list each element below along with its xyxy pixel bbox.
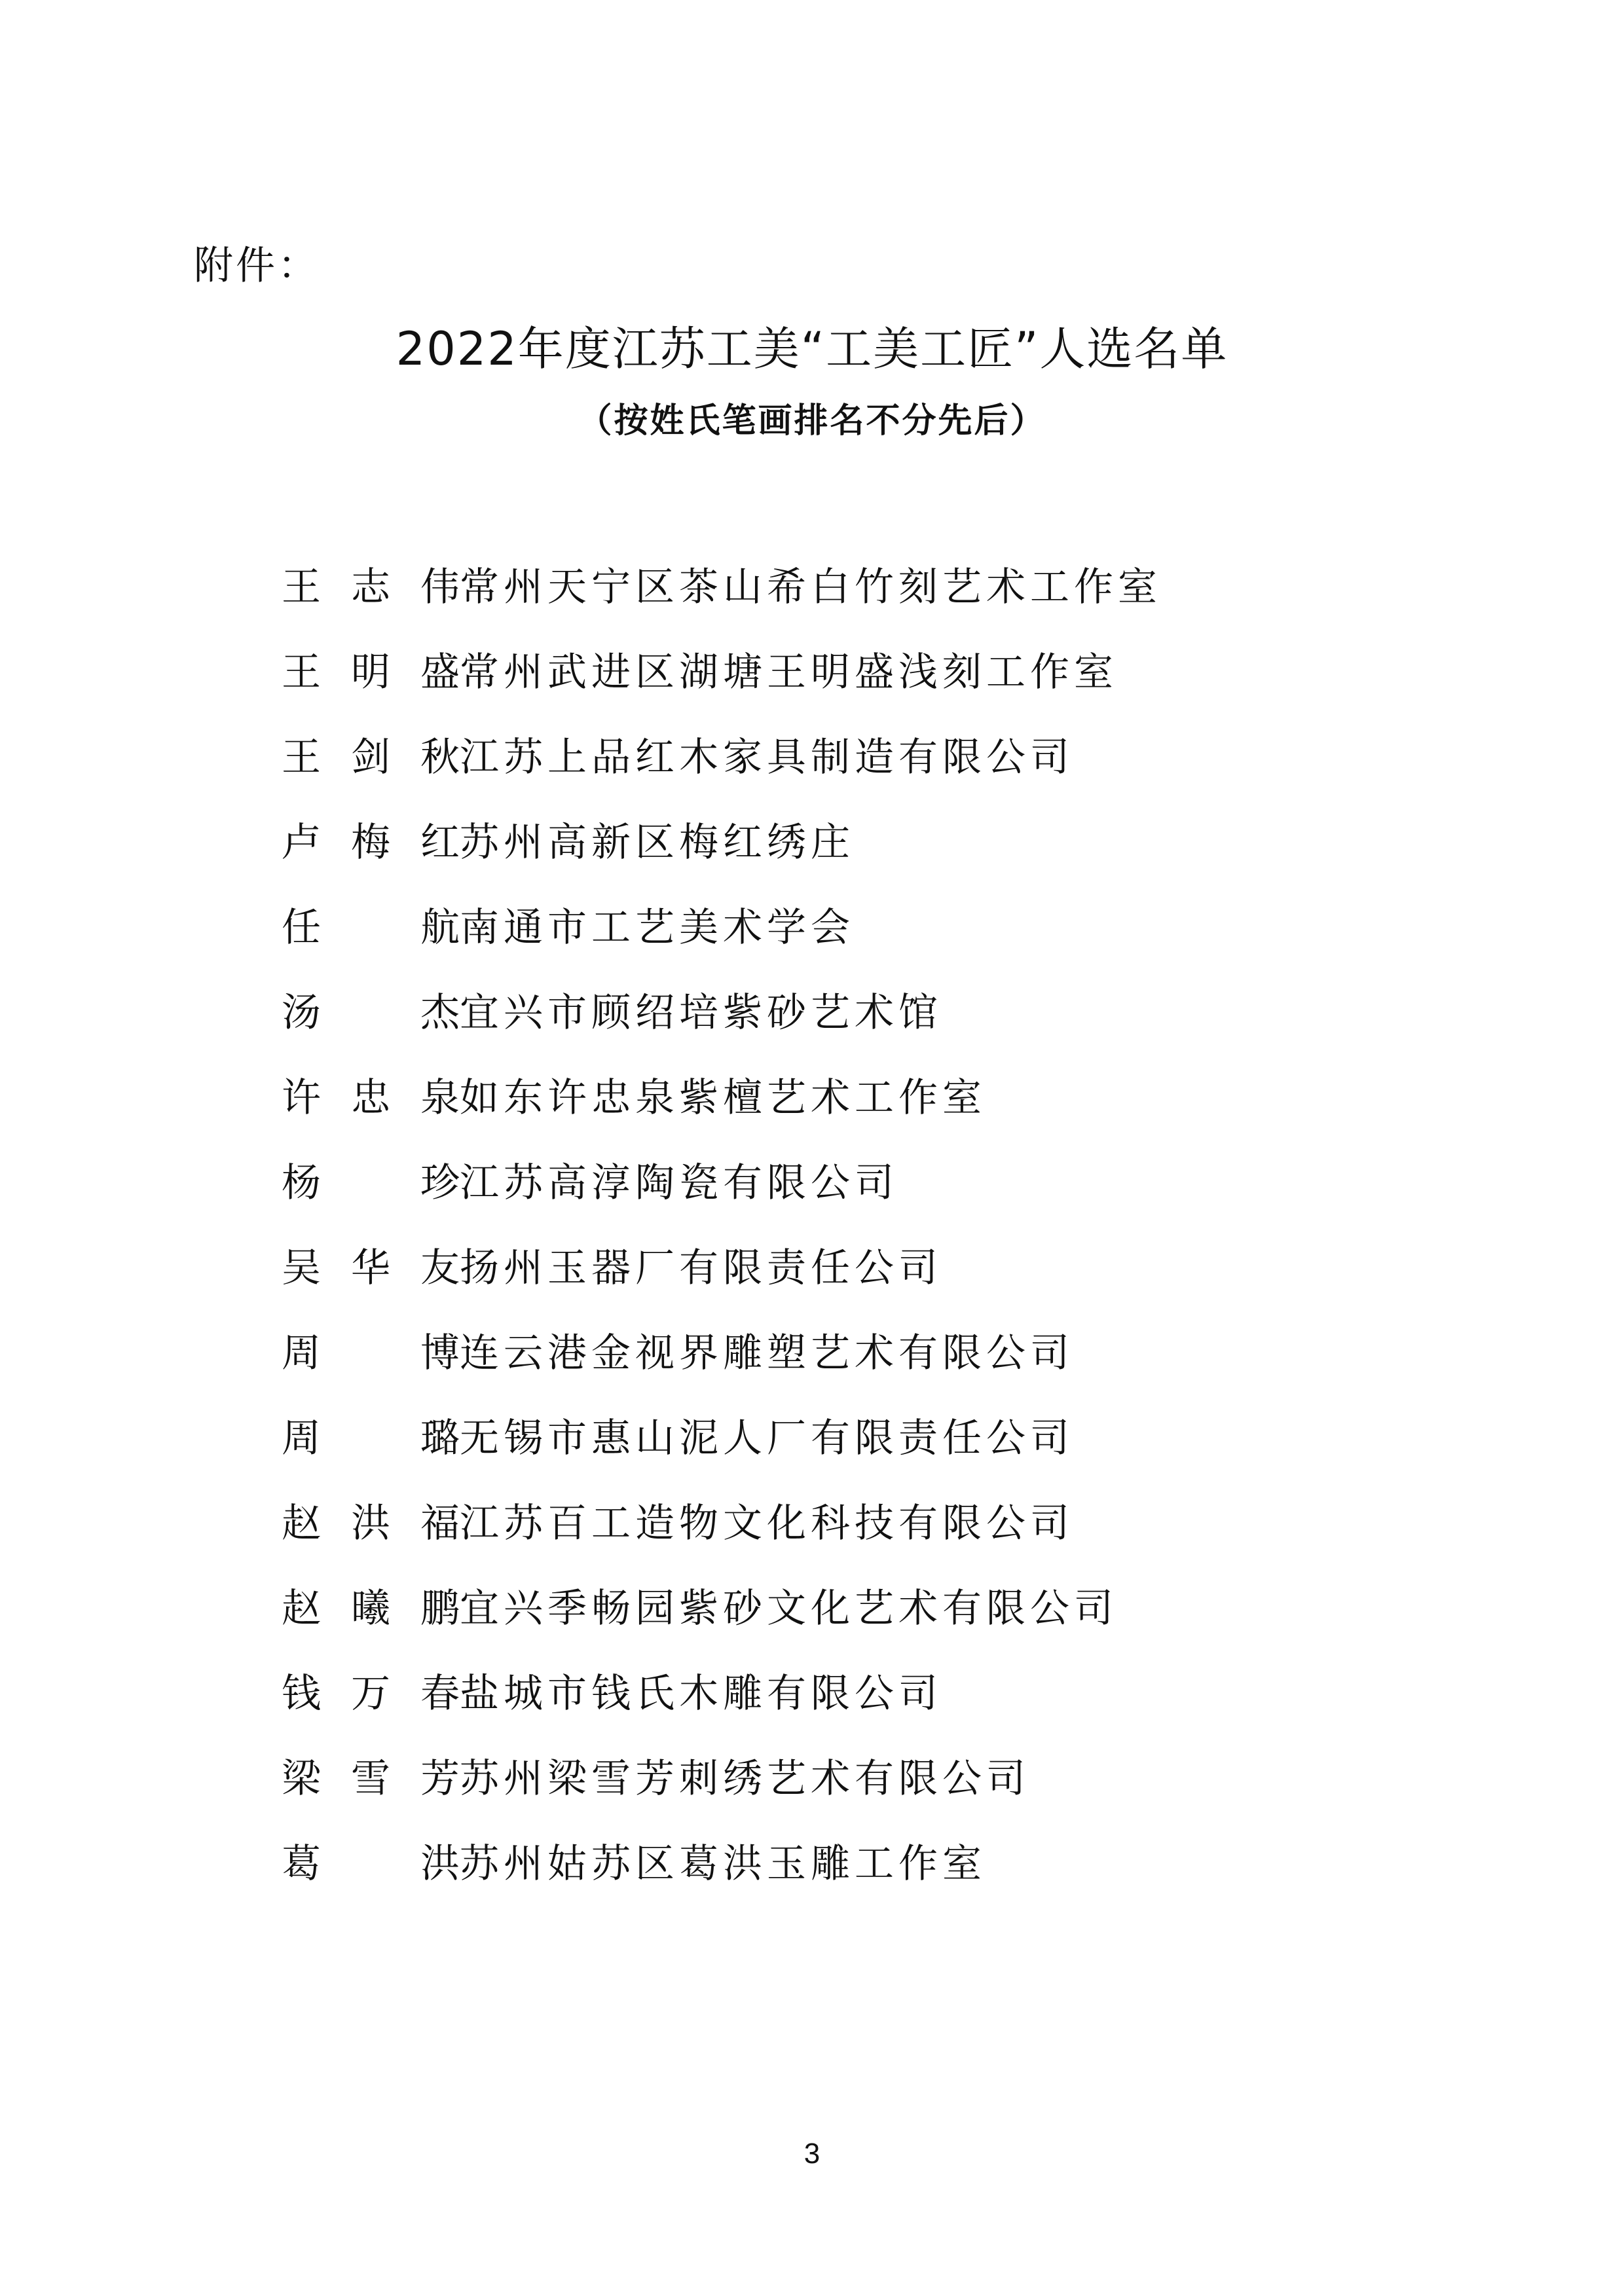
list-item [282,1736,1162,1821]
honoree-organization: 宜兴市顾绍培紫砂艺术馆 [460,990,942,1036]
page-number: 3 [803,2138,821,2170]
honoree-organization: 连云港金视界雕塑艺术有限公司 [460,1330,1074,1376]
honoree-name-char: 忠 [351,1075,390,1121]
honoree-name [282,1412,460,1465]
honoree-name-char: 璐 [420,1415,460,1461]
honoree-organization: 扬州玉器厂有限责任公司 [460,1245,942,1291]
honoree-organization: 苏州姑苏区葛洪玉雕工作室 [460,1841,986,1887]
honoree-name [282,1753,460,1805]
honoree-name [282,1838,460,1890]
honoree-name-char: 赵 [282,1586,321,1631]
document-subtitle: （按姓氏笔画排名不分先后） [578,401,1046,441]
attachment-label: 附件： [194,243,320,289]
honoree-name-char: 博 [420,1330,460,1376]
list-item [282,1396,1162,1481]
list-item [282,1226,1162,1311]
honoree-name-char: 杰 [420,990,460,1036]
honoree-name-char: 秋 [420,735,460,780]
list-item [282,1821,1162,1906]
honoree-name [282,1072,460,1124]
honoree-name-char: 万 [351,1671,390,1717]
list-item [282,630,1162,715]
honoree-name-char: 葛 [282,1841,321,1887]
honoree-name-char: 曦 [351,1586,390,1631]
honoree-name-char: 志 [351,564,390,610]
honoree-name-char: 雪 [351,1756,390,1802]
honoree-name-char: 航 [420,905,460,951]
honoree-name-char: 钱 [282,1671,321,1717]
honoree-name [282,816,460,869]
honoree-organization: 南通市工艺美术学会 [460,905,855,951]
list-item [282,1055,1162,1140]
honoree-name [282,1242,460,1294]
honoree-name-char: 伟 [420,564,460,610]
honoree-name-char: 友 [420,1245,460,1291]
honoree-name-char: 周 [282,1330,321,1376]
honoree-organization: 苏州梁雪芳刺绣艺术有限公司 [460,1756,1030,1802]
honoree-name [282,987,460,1039]
honoree-organization: 无锡市惠山泥人厂有限责任公司 [460,1415,1074,1461]
honoree-name-char: 洪 [351,1501,390,1546]
honoree-name [282,1667,460,1720]
honoree-name-char: 任 [282,905,321,951]
honoree-name [282,1327,460,1379]
list-item [282,1140,1162,1226]
honoree-name-char: 洪 [420,1841,460,1887]
honoree-name-char: 梁 [282,1756,321,1802]
honoree-name-char: 杨 [282,1160,321,1206]
honoree-organization: 常州天宁区茶山希白竹刻艺术工作室 [460,564,1162,610]
honoree-name [282,646,460,699]
honoree-name-char: 芳 [420,1756,460,1802]
honoree-organization: 苏州高新区梅红绣庄 [460,820,855,866]
list-item [282,970,1162,1055]
honoree-organization: 江苏上品红木家具制造有限公司 [460,735,1074,780]
honoree-name-char: 王 [282,564,321,610]
honoree-name-char: 珍 [420,1160,460,1206]
honoree-list [282,545,1162,1906]
honoree-name-char: 王 [282,649,321,695]
honoree-name-char: 红 [420,820,460,866]
honoree-name-char: 赵 [282,1501,321,1546]
list-item [282,715,1162,800]
honoree-name [282,1582,460,1635]
document-title: 2022年度江苏工美“工美工匠”人选名单 [396,322,1228,376]
honoree-organization: 盐城市钱氏木雕有限公司 [460,1671,942,1717]
honoree-name [282,1157,460,1209]
honoree-name-char: 吴 [282,1245,321,1291]
honoree-name [282,902,460,954]
list-item [282,545,1162,630]
honoree-name-char: 许 [282,1075,321,1121]
list-item [282,800,1162,885]
honoree-organization: 江苏百工造物文化科技有限公司 [460,1501,1074,1546]
honoree-name-char: 泉 [420,1075,460,1121]
honoree-name-char: 福 [420,1501,460,1546]
honoree-name-char: 王 [282,735,321,780]
honoree-name-char: 盛 [420,649,460,695]
honoree-organization: 宜兴季畅园紫砂文化艺术有限公司 [460,1586,1118,1631]
honoree-name-char: 剑 [351,735,390,780]
honoree-organization: 江苏高淳陶瓷有限公司 [460,1160,898,1206]
honoree-name-char: 春 [420,1671,460,1717]
honoree-name [282,1497,460,1550]
honoree-name-char: 鹏 [420,1586,460,1631]
list-item [282,1651,1162,1736]
honoree-name-char: 汤 [282,990,321,1036]
list-item [282,1566,1162,1651]
honoree-name-char: 梅 [351,820,390,866]
honoree-name [282,731,460,784]
list-item [282,1311,1162,1396]
honoree-name-char: 周 [282,1415,321,1461]
list-item [282,1481,1162,1566]
honoree-name-char: 卢 [282,820,321,866]
honoree-name-char: 华 [351,1245,390,1291]
honoree-organization: 常州武进区湖塘王明盛浅刻工作室 [460,649,1118,695]
honoree-name-char: 明 [351,649,390,695]
list-item [282,885,1162,970]
honoree-organization: 如东许忠泉紫檀艺术工作室 [460,1075,986,1121]
honoree-name [282,561,460,613]
